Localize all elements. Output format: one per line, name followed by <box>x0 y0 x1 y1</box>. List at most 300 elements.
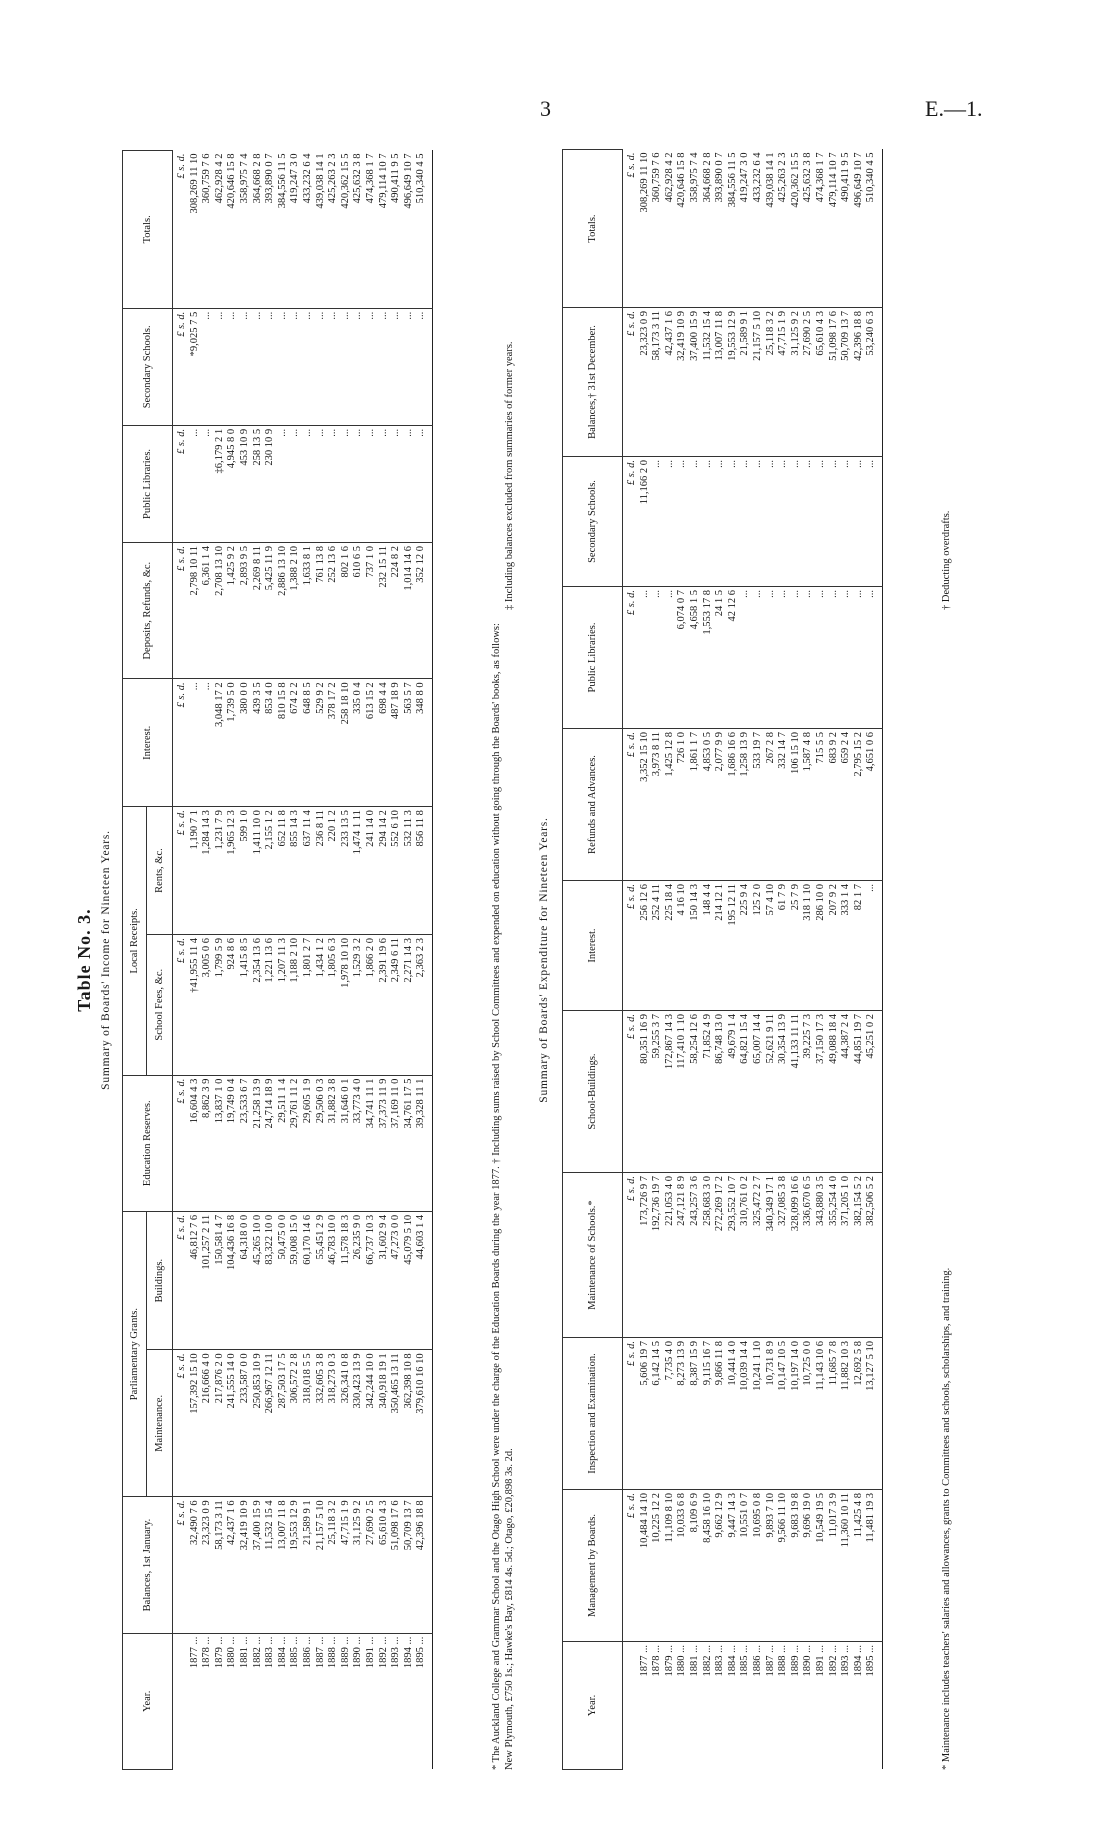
table-cell: 27,690 2 5 <box>802 308 815 457</box>
table-cell: 364,668 2 8 <box>252 151 265 309</box>
table-cell: ... <box>378 425 391 542</box>
table-cell: 294 14 2 <box>378 807 391 935</box>
table-row <box>702 150 715 1770</box>
table-cell: ... <box>664 457 677 587</box>
table-cell: ... <box>252 308 265 425</box>
table-cell: 802 1 6 <box>340 543 353 679</box>
table-cell: 11,017 3 9 <box>828 1490 841 1642</box>
income-header-deposits: Deposits, Refunds, &c. <box>123 543 173 679</box>
table-cell: ... <box>664 587 677 729</box>
exp-header-buildings: School-Buildings. <box>563 1011 623 1173</box>
table-cell: 225 9 4 <box>739 881 752 1011</box>
table-cell: 10,695 0 8 <box>752 1490 765 1642</box>
table-cell: ... <box>727 457 740 587</box>
table-cell: 44,603 1 4 <box>415 1211 432 1349</box>
income-header-fees: School Fees, &c. <box>147 934 173 1075</box>
table-cell: 236 8 11 <box>315 807 328 935</box>
expenditure-unit-cell: £ s. d. <box>623 1338 639 1490</box>
table-cell: 352 12 0 <box>415 543 432 679</box>
table-cell: ... <box>239 308 252 425</box>
table-cell: 333 1 4 <box>840 881 853 1011</box>
income-header-maintenance: Maintenance. <box>147 1350 173 1497</box>
table-cell: 10,551 0 7 <box>739 1490 752 1642</box>
table-cell: 726 1 0 <box>676 729 689 881</box>
table-cell: 117,410 1 10 <box>676 1011 689 1173</box>
table-cell: 11,109 8 10 <box>664 1490 677 1642</box>
table-cell: ... <box>651 587 664 729</box>
table-cell: 425,263 2 3 <box>327 151 340 309</box>
table-cell: 490,411 9 5 <box>840 150 853 308</box>
table-cell: 529 9 2 <box>315 679 328 807</box>
table-row <box>651 150 664 1770</box>
exp-header-totals: Totals. <box>563 150 623 308</box>
table-cell: 420,646 15 8 <box>226 151 239 309</box>
table-cell: ... <box>752 457 765 587</box>
income-footnote-right: ‡ Including balances excluded from summaries of former years. <box>504 341 515 610</box>
table-cell: ... <box>302 425 315 542</box>
income-body <box>173 151 433 1770</box>
table-cell: ... <box>676 457 689 587</box>
table-cell: 10,549 19 5 <box>815 1490 828 1642</box>
table-cell: 10,731 8 9 <box>765 1338 778 1490</box>
table-cell: 42,396 18 8 <box>415 1497 432 1633</box>
table-cell: 1,014 14 6 <box>403 543 416 679</box>
table-cell: ... <box>201 679 214 807</box>
income-unit-blank <box>173 1633 189 1769</box>
table-cell: 16,604 4 3 <box>189 1075 202 1211</box>
table-cell: 241 14 0 <box>365 807 378 935</box>
table-cell: ... <box>865 457 882 587</box>
table-cell: 101,257 2 11 <box>201 1211 214 1349</box>
table-cell: 1,188 2 10 <box>289 934 302 1075</box>
table-cell: 45,079 5 10 <box>403 1211 416 1349</box>
table-cell: 1,553 17 8 <box>702 587 715 729</box>
table-cell: 3,048 17 2 <box>214 679 227 807</box>
table-cell: 51,098 17 6 <box>390 1497 403 1633</box>
income-header-secondary: Secondary Schools. <box>123 308 173 425</box>
year-cell: 1889 ... <box>789 1645 801 1677</box>
table-cell: 10,147 10 5 <box>777 1338 790 1490</box>
income-header-reserves: Education Reserves. <box>123 1075 173 1211</box>
table-cell: 10,441 4 0 <box>727 1338 740 1490</box>
table-cell: 71,852 4 9 <box>702 1011 715 1173</box>
table-cell: 9,662 12 9 <box>714 1490 727 1642</box>
table-cell: 1,474 1 11 <box>352 807 365 935</box>
table-cell: ... <box>189 679 202 807</box>
table-row <box>189 151 202 1770</box>
table-cell: ... <box>865 587 882 729</box>
table-cell: 252 4 11 <box>651 881 664 1011</box>
table-cell: 479,114 10 7 <box>828 150 841 308</box>
table-cell: ... <box>390 425 403 542</box>
table-cell: ... <box>840 457 853 587</box>
table-row <box>865 150 882 1770</box>
table-cell: 31,125 9 2 <box>790 308 803 457</box>
table-cell: 11,685 7 8 <box>828 1338 841 1490</box>
table-cell: ... <box>790 457 803 587</box>
income-header-local: Local Receipts. <box>123 807 147 1075</box>
table-cell: 50,709 13 7 <box>840 308 853 457</box>
table-row <box>226 151 239 1770</box>
table-cell: 10,033 6 8 <box>676 1490 689 1642</box>
table-cell: 439,038 14 1 <box>315 151 328 309</box>
table-cell: 192,736 19 7 <box>651 1173 664 1338</box>
table-cell: 810 15 8 <box>277 679 290 807</box>
year-cell: 1886 ... <box>751 1645 763 1677</box>
table-cell: ... <box>378 308 391 425</box>
table-cell: 60,170 14 6 <box>302 1211 315 1349</box>
table-cell: 31,646 0 1 <box>340 1075 353 1211</box>
table-cell: 19,553 12 9 <box>289 1497 302 1633</box>
table-cell: 479,114 10 7 <box>378 151 391 309</box>
table-cell: 293,552 10 7 <box>727 1173 740 1338</box>
table-cell: 1,529 3 2 <box>352 934 365 1075</box>
income-unit-cell: £ s. d. <box>173 1211 189 1349</box>
year-cell: 1878 ... <box>651 1645 663 1677</box>
table-cell: 19,553 12 9 <box>727 308 740 457</box>
year-cell: 1888 ... <box>327 1636 339 1669</box>
income-unit-cell: £ s. d. <box>173 934 189 1075</box>
table-cell: 45,265 10 0 <box>252 1211 265 1349</box>
table-row <box>340 151 353 1770</box>
year-cell: 1878 ... <box>201 1636 213 1669</box>
expenditure-subtitle: Summary of Boards' Expenditure for Nineteen Years. <box>538 817 550 1103</box>
table-cell: 25,118 3 2 <box>765 308 778 457</box>
table-cell: 148 4 4 <box>702 881 715 1011</box>
table-cell: 674 2 2 <box>289 679 302 807</box>
table-cell: ‡6,179 2 1 <box>214 425 227 542</box>
year-cell: 1895 ... <box>415 1636 427 1669</box>
table-cell: 11,166 2 0 <box>639 457 652 587</box>
table-cell: 419,247 3 0 <box>289 151 302 309</box>
table-cell: 104,436 16 8 <box>226 1211 239 1349</box>
table-cell: 855 14 3 <box>289 807 302 935</box>
table-cell: 362,398 10 8 <box>403 1350 416 1497</box>
income-header-totals: Totals. <box>123 151 173 309</box>
table-cell: 65,007 14 4 <box>752 1011 765 1173</box>
table-cell: 13,837 1 0 <box>214 1075 227 1211</box>
table-cell: 224 8 2 <box>390 543 403 679</box>
table-cell: 1,190 7 1 <box>189 807 202 935</box>
table-cell: 1,866 2 0 <box>365 934 378 1075</box>
table-cell: 150 14 3 <box>689 881 702 1011</box>
table-cell: 11,360 10 11 <box>840 1490 853 1642</box>
table-cell: ... <box>390 308 403 425</box>
table-cell: 221,053 4 0 <box>664 1173 677 1338</box>
table-cell: 32,419 10 9 <box>239 1497 252 1633</box>
table-cell: 19,749 0 4 <box>226 1075 239 1211</box>
table-cell: 32,419 10 9 <box>676 308 689 457</box>
table-cell: 8,458 16 10 <box>702 1490 715 1642</box>
table-cell: 371,205 1 0 <box>840 1173 853 1338</box>
table-cell: 42,396 18 8 <box>853 308 866 457</box>
table-cell: 11,882 10 3 <box>840 1338 853 1490</box>
table-row <box>277 151 290 1770</box>
table-cell: 4,945 8 0 <box>226 425 239 542</box>
year-cell: 1889 ... <box>339 1636 351 1669</box>
table-cell: 9,683 19 8 <box>790 1490 803 1642</box>
table-cell: 214 12 1 <box>714 881 727 1011</box>
table-cell: 420,646 15 8 <box>676 150 689 308</box>
table-cell: 25 7 9 <box>790 881 803 1011</box>
table-cell: 4,853 0 5 <box>702 729 715 881</box>
table-row <box>840 150 853 1770</box>
table-cell: 23,323 0 9 <box>201 1497 214 1633</box>
table-cell: 1,415 8 5 <box>239 934 252 1075</box>
table-cell: 1,978 10 10 <box>340 934 353 1075</box>
income-unit-cell: £ s. d. <box>173 1075 189 1211</box>
table-cell: 45,251 0 2 <box>865 1011 882 1173</box>
table-cell: ... <box>264 308 277 425</box>
table-cell: 9,893 7 10 <box>765 1490 778 1642</box>
table-cell: 10,225 12 2 <box>651 1490 664 1642</box>
year-cell: 1894 ... <box>402 1636 414 1669</box>
table-cell: 230 10 9 <box>264 425 277 542</box>
table-cell: 4,658 1 5 <box>689 587 702 729</box>
expenditure-unit-cell: £ s. d. <box>623 729 639 881</box>
table-cell: 233 13 5 <box>340 807 353 935</box>
table-row <box>302 151 315 1770</box>
table-cell: 453 10 9 <box>239 425 252 542</box>
table-cell: 42 12 6 <box>727 587 740 729</box>
table-cell: 306,572 2 8 <box>289 1350 302 1497</box>
table-cell: ... <box>340 308 353 425</box>
table-cell: 3,005 0 6 <box>201 934 214 1075</box>
year-cell: 1888 ... <box>777 1645 789 1677</box>
table-title: Table No. 3. <box>74 908 94 1012</box>
income-header-buildings: Buildings. <box>147 1211 173 1349</box>
table-cell: 55,451 2 9 <box>315 1211 328 1349</box>
table-cell: 66,737 10 3 <box>365 1211 378 1349</box>
table-row <box>727 150 740 1770</box>
table-cell: 342,244 10 0 <box>365 1350 378 1497</box>
table-cell: 698 4 4 <box>378 679 391 807</box>
table-cell: 37,169 11 0 <box>390 1075 403 1211</box>
table-cell: 29,511 1 4 <box>277 1075 290 1211</box>
year-cell: 1883 ... <box>714 1645 726 1677</box>
table-cell: 29,605 1 9 <box>302 1075 315 1211</box>
table-cell: 364,668 2 8 <box>702 150 715 308</box>
income-unit-cell: £ s. d. <box>173 679 189 807</box>
table-cell: ... <box>415 425 432 542</box>
table-cell: ... <box>815 457 828 587</box>
table-cell: ... <box>651 457 664 587</box>
income-unit-row <box>173 151 189 1770</box>
table-cell: 10,197 14 0 <box>790 1338 803 1490</box>
table-cell: 510,340 4 5 <box>865 150 882 308</box>
table-cell: ... <box>403 308 416 425</box>
table-cell: 761 13 8 <box>315 543 328 679</box>
table-cell: ... <box>327 425 340 542</box>
table-cell: 533 19 7 <box>752 729 765 881</box>
year-cell: 1894 ... <box>852 1645 864 1677</box>
table-cell: 46,812 7 6 <box>189 1211 202 1349</box>
table-cell: 150,581 4 7 <box>214 1211 227 1349</box>
table-cell: 853 4 0 <box>264 679 277 807</box>
table-cell: 2,354 13 6 <box>252 934 265 1075</box>
table-cell: 4,651 0 6 <box>865 729 882 881</box>
exp-header-maintenance: Maintenance of Schools.* <box>563 1173 623 1338</box>
table-cell: 1,425 9 2 <box>226 543 239 679</box>
table-cell: 24,714 18 9 <box>264 1075 277 1211</box>
table-cell: 225 18 4 <box>664 881 677 1011</box>
table-cell: 217,876 2 0 <box>214 1350 227 1497</box>
table-cell: 490,411 9 5 <box>390 151 403 309</box>
table-row <box>739 150 752 1770</box>
table-cell: ... <box>315 308 328 425</box>
table-cell: 27,690 2 5 <box>365 1497 378 1633</box>
table-cell: 358,975 7 4 <box>689 150 702 308</box>
income-table <box>122 150 433 1770</box>
year-cell: 1892 ... <box>827 1645 839 1677</box>
table-cell: 65,610 4 3 <box>815 308 828 457</box>
table-row <box>689 150 702 1770</box>
table-cell: 496,649 10 7 <box>853 150 866 308</box>
table-row <box>201 151 214 1770</box>
table-cell: 51,098 17 6 <box>828 308 841 457</box>
table-cell: 1,434 1 2 <box>315 934 328 1075</box>
table-cell: 42,437 1 6 <box>226 1497 239 1633</box>
table-cell: 613 15 2 <box>365 679 378 807</box>
year-cell: 1879 ... <box>213 1636 225 1669</box>
table-cell: 2,349 6 11 <box>390 934 403 1075</box>
table-cell: 6,142 14 5 <box>651 1338 664 1490</box>
table-cell: 1,861 1 7 <box>689 729 702 881</box>
table-cell: 21,589 9 1 <box>302 1497 315 1633</box>
table-row <box>639 150 652 1770</box>
table-cell: ... <box>739 457 752 587</box>
year-cell: 1877 ... <box>638 1645 650 1677</box>
table-cell: 21,157 5 10 <box>315 1497 328 1633</box>
table-cell: 7,735 4 0 <box>664 1338 677 1490</box>
table-row <box>352 151 365 1770</box>
table-cell: 648 8 5 <box>302 679 315 807</box>
table-cell: ... <box>689 457 702 587</box>
table-cell: 552 6 10 <box>390 807 403 935</box>
table-cell: 332,605 3 8 <box>315 1350 328 1497</box>
table-cell: 49,088 18 4 <box>828 1011 841 1173</box>
expenditure-unit-cell: £ s. d. <box>623 587 639 729</box>
table-cell: 360,759 7 6 <box>201 151 214 309</box>
table-cell: 1,965 12 3 <box>226 807 239 935</box>
year-cell: 1885 ... <box>739 1645 751 1677</box>
table-row <box>378 151 391 1770</box>
table-cell: 37,150 17 3 <box>815 1011 828 1173</box>
table-cell: 23,533 6 7 <box>239 1075 252 1211</box>
table-cell: ... <box>201 308 214 425</box>
table-cell: 32,490 7 6 <box>189 1497 202 1633</box>
table-cell: 350,465 13 11 <box>390 1350 403 1497</box>
table-cell: 3,352 15 10 <box>639 729 652 881</box>
table-cell: 83,322 10 0 <box>264 1211 277 1349</box>
table-cell: 610 6 5 <box>352 543 365 679</box>
table-cell: 59,255 3 7 <box>651 1011 664 1173</box>
table-cell: 310,761 0 2 <box>739 1173 752 1338</box>
table-cell: 21,589 9 1 <box>739 308 752 457</box>
table-cell: 10,241 1 10 <box>752 1338 765 1490</box>
table-cell: 243,257 3 6 <box>689 1173 702 1338</box>
table-cell: 106 15 10 <box>790 729 803 881</box>
table-cell: 42,437 1 6 <box>664 308 677 457</box>
table-cell: ... <box>752 587 765 729</box>
table-cell: 37,373 11 9 <box>378 1075 391 1211</box>
table-cell: 50,475 0 0 <box>277 1211 290 1349</box>
income-subtitle: Summary of Boards' Income for Nineteen Years. <box>100 830 112 1090</box>
table-cell: 328,099 16 6 <box>790 1173 803 1338</box>
table-cell: 2,798 10 11 <box>189 543 202 679</box>
table-cell: 1,686 16 6 <box>727 729 740 881</box>
table-cell: 2,391 19 6 <box>378 934 391 1075</box>
table-cell: 924 8 6 <box>226 934 239 1075</box>
table-cell: 425,632 3 8 <box>352 151 365 309</box>
table-cell: 216,666 4 0 <box>201 1350 214 1497</box>
table-cell: 4 16 10 <box>676 881 689 1011</box>
exp-header-year: Year. <box>563 1642 623 1770</box>
table-cell: 2,893 9 5 <box>239 543 252 679</box>
table-cell: 59,008 15 0 <box>289 1211 302 1349</box>
table-cell: 13,007 11 8 <box>277 1497 290 1633</box>
table-cell: 343,880 3 5 <box>815 1173 828 1338</box>
table-cell: ... <box>702 457 715 587</box>
table-row <box>327 151 340 1770</box>
table-cell: ... <box>302 308 315 425</box>
table-cell: 1,801 2 7 <box>302 934 315 1075</box>
table-row <box>752 150 765 1770</box>
expenditure-footnote-right: † Deducting overdrafts. <box>941 510 952 610</box>
table-cell: 382,506 5 2 <box>865 1173 882 1338</box>
table-cell: 1,284 14 3 <box>201 807 214 935</box>
table-cell: 599 1 0 <box>239 807 252 935</box>
table-cell: ... <box>802 587 815 729</box>
table-cell: 233,587 0 0 <box>239 1350 252 1497</box>
table-cell: 652 11 8 <box>277 807 290 935</box>
table-cell: 1,739 5 0 <box>226 679 239 807</box>
table-cell: 195 12 11 <box>727 881 740 1011</box>
table-cell: ... <box>840 587 853 729</box>
table-cell: 58,254 12 6 <box>689 1011 702 1173</box>
table-cell: 11,425 4 8 <box>853 1490 866 1642</box>
table-cell: 21,258 13 9 <box>252 1075 265 1211</box>
year-cell: 1881 ... <box>688 1645 700 1677</box>
table-cell: 8,862 3 9 <box>201 1075 214 1211</box>
table-cell: 34,761 17 5 <box>403 1075 416 1211</box>
table-cell: 380 0 0 <box>239 679 252 807</box>
table-cell: 272,269 17 2 <box>714 1173 727 1338</box>
table-cell: ... <box>352 308 365 425</box>
table-row <box>289 151 302 1770</box>
table-cell: 425,263 2 3 <box>777 150 790 308</box>
table-cell: 2,077 9 9 <box>714 729 727 881</box>
table-cell: 250,853 10 9 <box>252 1350 265 1497</box>
table-row <box>790 150 803 1770</box>
expenditure-table <box>562 149 883 1770</box>
table-cell: 10,725 0 0 <box>802 1338 815 1490</box>
expenditure-unit-cell: £ s. d. <box>623 457 639 587</box>
table-cell: ... <box>289 308 302 425</box>
income-header-balances: Balances, 1st January. <box>123 1497 173 1633</box>
table-cell: 172,867 14 3 <box>664 1011 677 1173</box>
table-row <box>777 150 790 1770</box>
table-row <box>239 151 252 1770</box>
income-unit-cell: £ s. d. <box>173 807 189 935</box>
table-cell: 6,361 1 4 <box>201 543 214 679</box>
table-cell: 207 9 2 <box>828 881 841 1011</box>
table-cell: 318,018 5 5 <box>302 1350 315 1497</box>
table-cell: 856 11 8 <box>415 807 432 935</box>
table-cell: 49,679 1 4 <box>727 1011 740 1173</box>
year-cell: 1881 ... <box>238 1636 250 1669</box>
table-cell: 258 13 5 <box>252 425 265 542</box>
